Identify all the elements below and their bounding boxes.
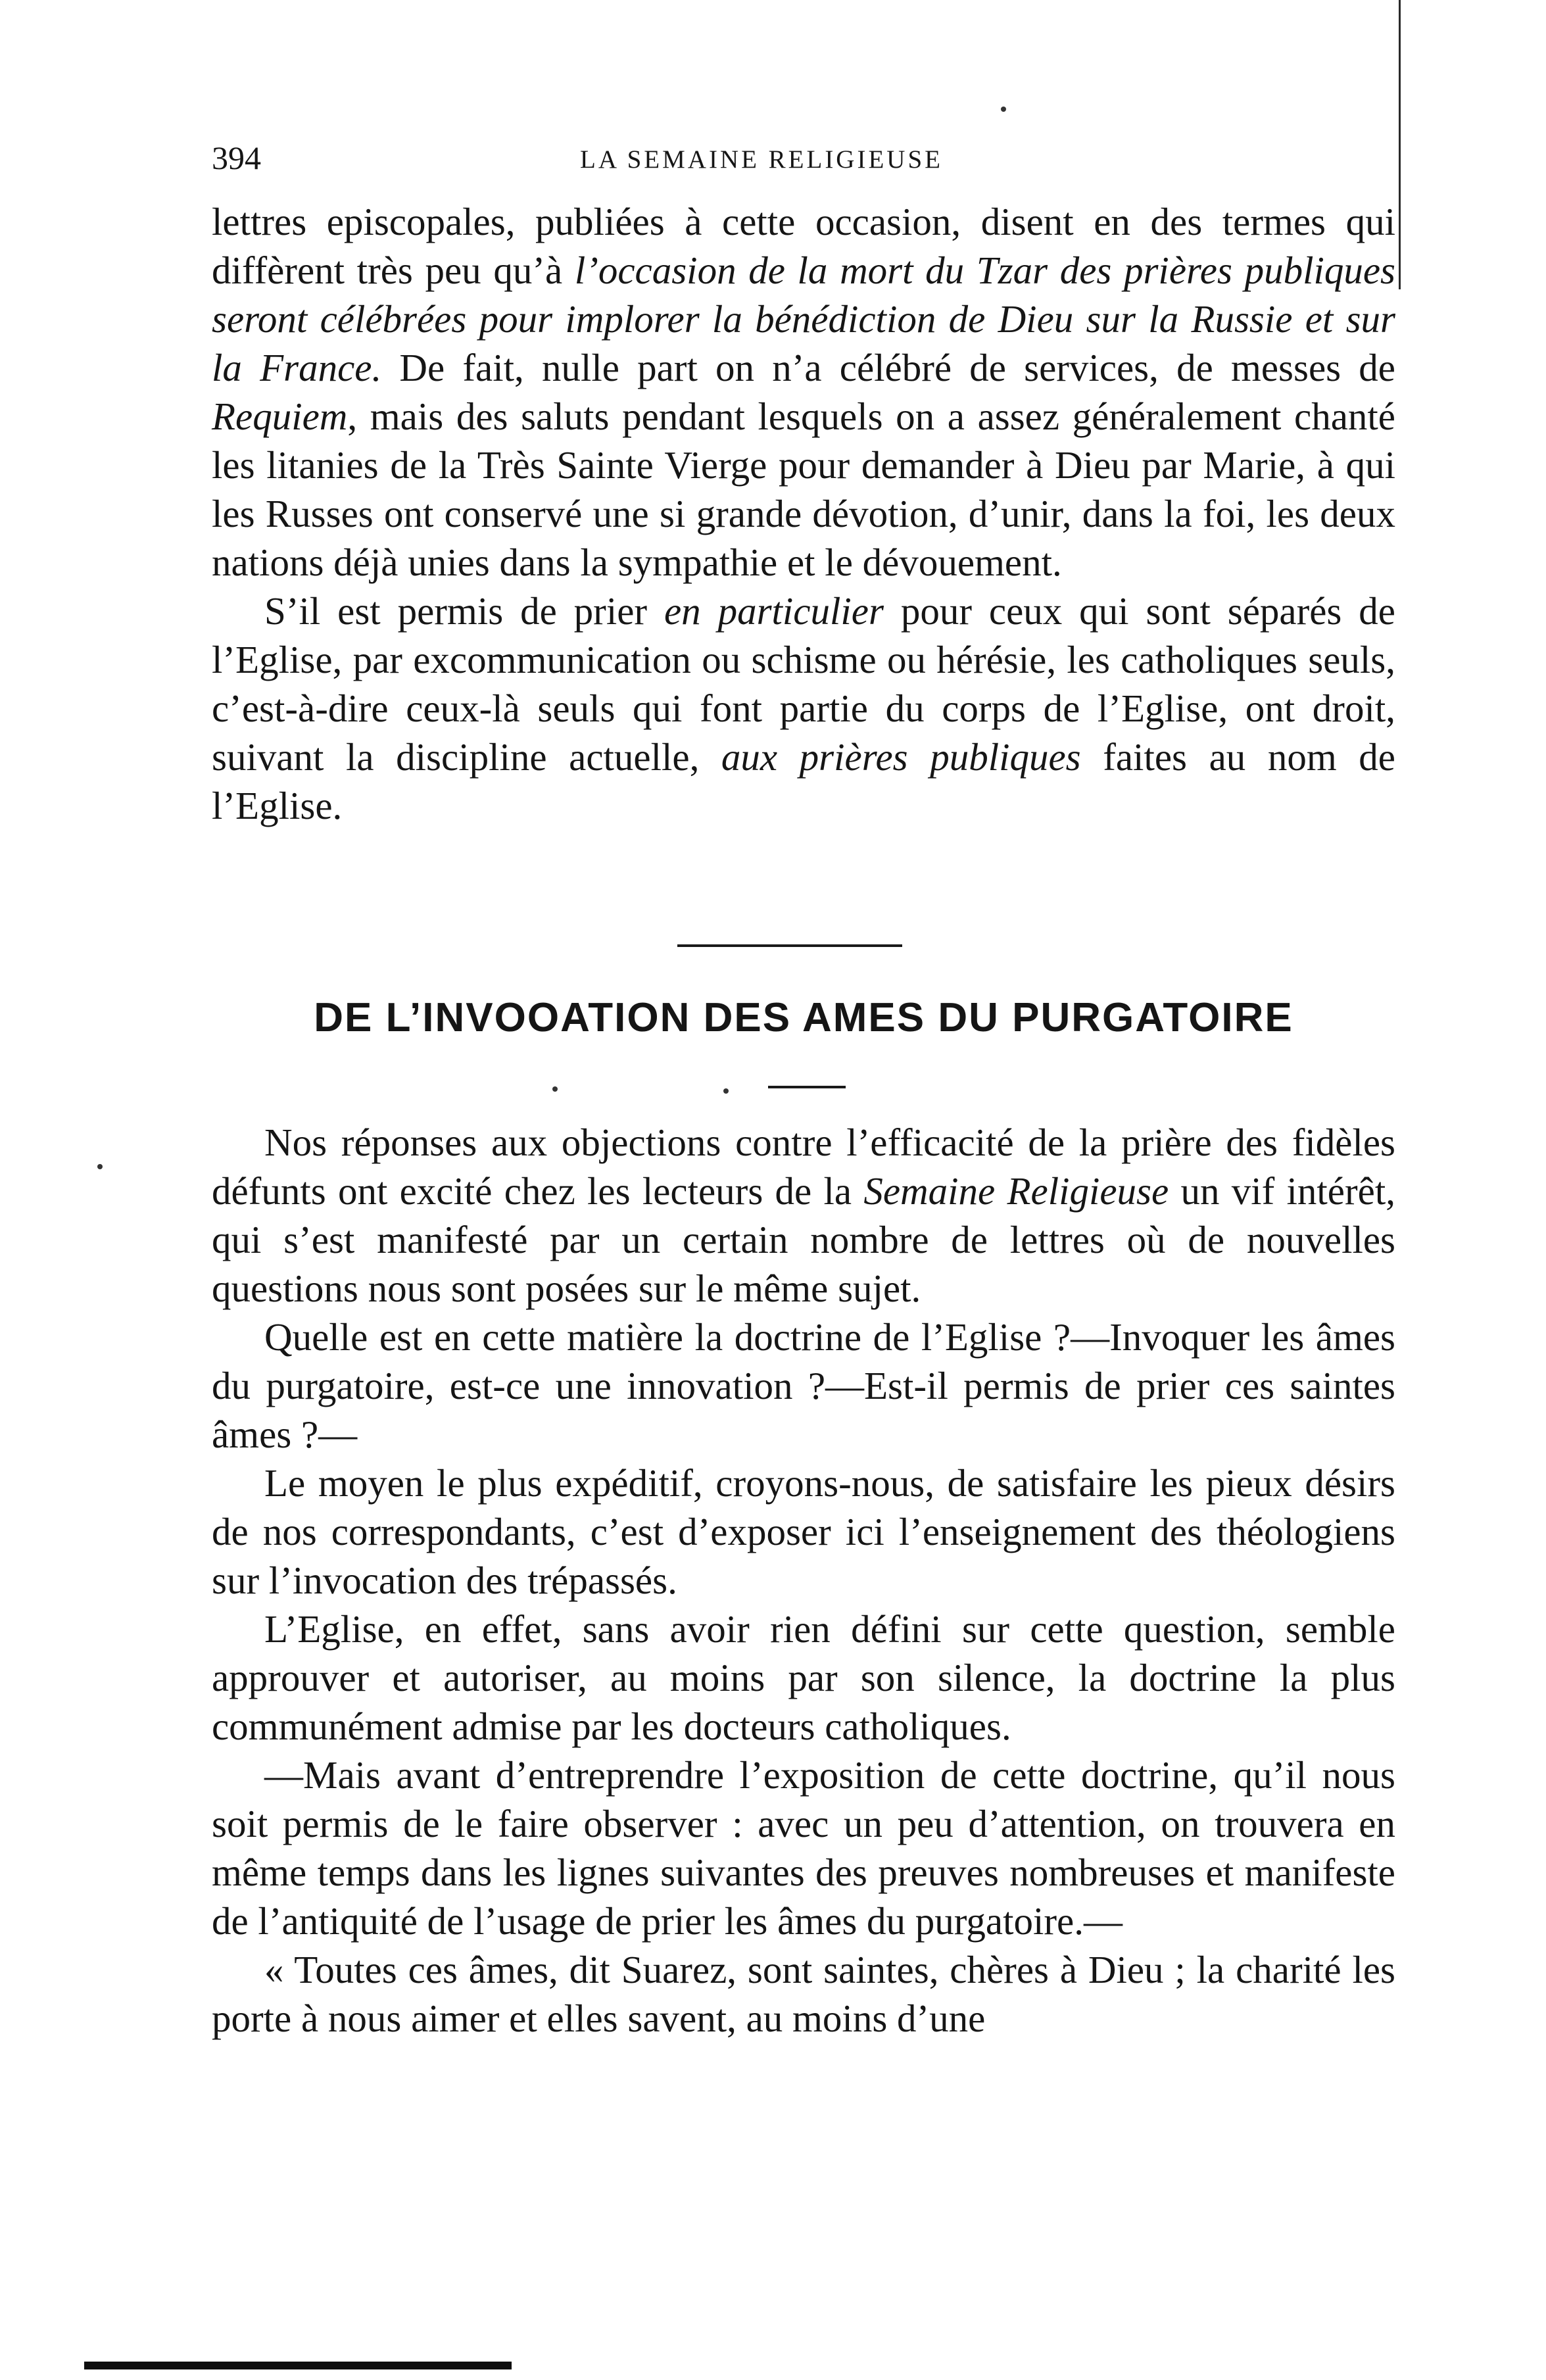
text-segment: pour ceux qui sont séparés de l’Eglise, par excommunication ou schisme ou hérésie, les catholiques seuls, c’est-à-dire ceux-là seuls qui font partie du corps de l’Eglise, ont droit, suivant la discipline actuelle, bbox=[212, 589, 1395, 779]
paragraph bbox=[212, 1459, 1395, 1605]
italic-text-segment: l’occasion de la mort du Tzar des prières publiques seront célébrées pour implorer la bénédiction de Dieu sur la Russie et sur la France. bbox=[212, 249, 1396, 389]
text-block-after-section bbox=[212, 1118, 1395, 2043]
italic-text-segment: Requiem bbox=[212, 395, 348, 438]
ink-speck bbox=[97, 1164, 103, 1169]
paragraph bbox=[212, 1605, 1395, 1751]
text-segment: lettres episcopales, publiées à cette occasion, disent en des termes qui diffèrent très peu qu’à bbox=[212, 200, 1395, 292]
running-title: LA SEMAINE RELIGIEUSE bbox=[580, 145, 943, 174]
title-underline-rule bbox=[768, 1086, 846, 1088]
text-segment: L’Eglise, en effet, sans avoir rien défini sur cette question, semble approuver et autoriser, au moins par son silence, la doctrine la plus communément admise par les docteurs catholiques. bbox=[212, 1607, 1395, 1748]
text-segment: Le moyen le plus expéditif, croyons-nous, de satisfaire les pieux désirs de nos correspondants, c’est d’exposer ici l’enseignement des théologiens sur l’invocation des trépassés. bbox=[212, 1461, 1395, 1602]
ink-speck bbox=[723, 1088, 729, 1094]
text-segment: S’il est permis de prier bbox=[264, 589, 664, 633]
ink-speck bbox=[1001, 107, 1006, 112]
scan-edge-line bbox=[1399, 0, 1401, 289]
text-segment: —Mais avant d’entreprendre l’exposition de cette doctrine, qu’il nous soit permis de le faire observer : avec un peu d’attention, on trouvera en même temps dans les lignes suivantes des preuves nombreuses et manifeste de l’antiquité de l’usage de prier les âmes du purgatoire.— bbox=[212, 1753, 1395, 1943]
paragraph bbox=[212, 1118, 1395, 1313]
section-title: DE L’INVOOATION DES AMES DU PURGATOIRE bbox=[314, 995, 1293, 1040]
section-divider-rule bbox=[677, 944, 902, 947]
paragraph bbox=[212, 197, 1395, 587]
text-segment: « Toutes ces âmes, dit Suarez, sont saintes, chères à Dieu ; la charité les porte à nous aimer et elles savent, au moins d’une bbox=[212, 1948, 1395, 2040]
scan-bottom-bar bbox=[84, 2362, 512, 2369]
italic-text-segment: Semaine Religieuse bbox=[863, 1169, 1169, 1213]
text-segment: Nos réponses aux objections contre l’efficacité de la prière des fidèles défunts ont excité chez les lecteurs de la bbox=[212, 1121, 1395, 1213]
text-segment: Quelle est en cette matière la doctrine de l’Eglise ?—Invoquer les âmes du purgatoire, est-ce une innovation ?—Est-il permis de prier ces saintes âmes ?— bbox=[212, 1315, 1395, 1456]
paragraph bbox=[212, 1751, 1395, 1945]
text-segment: , mais des saluts pendant lesquels on a assez généralement chanté les litanies de la Très Sainte Vierge pour demander à Dieu par Marie, à qui les Russes ont conservé une si grande dévotion, d’unir, dans la foi, les deux nations déjà unies dans la sympathie et le dévouement. bbox=[212, 395, 1395, 584]
text-block-before-section bbox=[212, 197, 1395, 830]
page-header bbox=[212, 135, 1395, 181]
page-number: 394 bbox=[212, 139, 261, 176]
text-segment: faites au nom de l’Eglise. bbox=[212, 735, 1395, 827]
italic-text-segment: en particulier bbox=[664, 589, 884, 633]
paragraph bbox=[212, 587, 1395, 830]
paragraph bbox=[212, 1313, 1395, 1459]
ink-speck bbox=[552, 1086, 558, 1092]
text-segment: un vif intérêt, qui s’est manifesté par un certain nombre de lettres où de nouvelles questions nous sont posées sur le même sujet. bbox=[212, 1169, 1395, 1310]
paragraph bbox=[212, 1945, 1395, 2043]
italic-text-segment: aux prières publiques bbox=[721, 735, 1081, 779]
text-segment: De fait, nulle part on n’a célébré de services, de messes de bbox=[381, 346, 1395, 389]
